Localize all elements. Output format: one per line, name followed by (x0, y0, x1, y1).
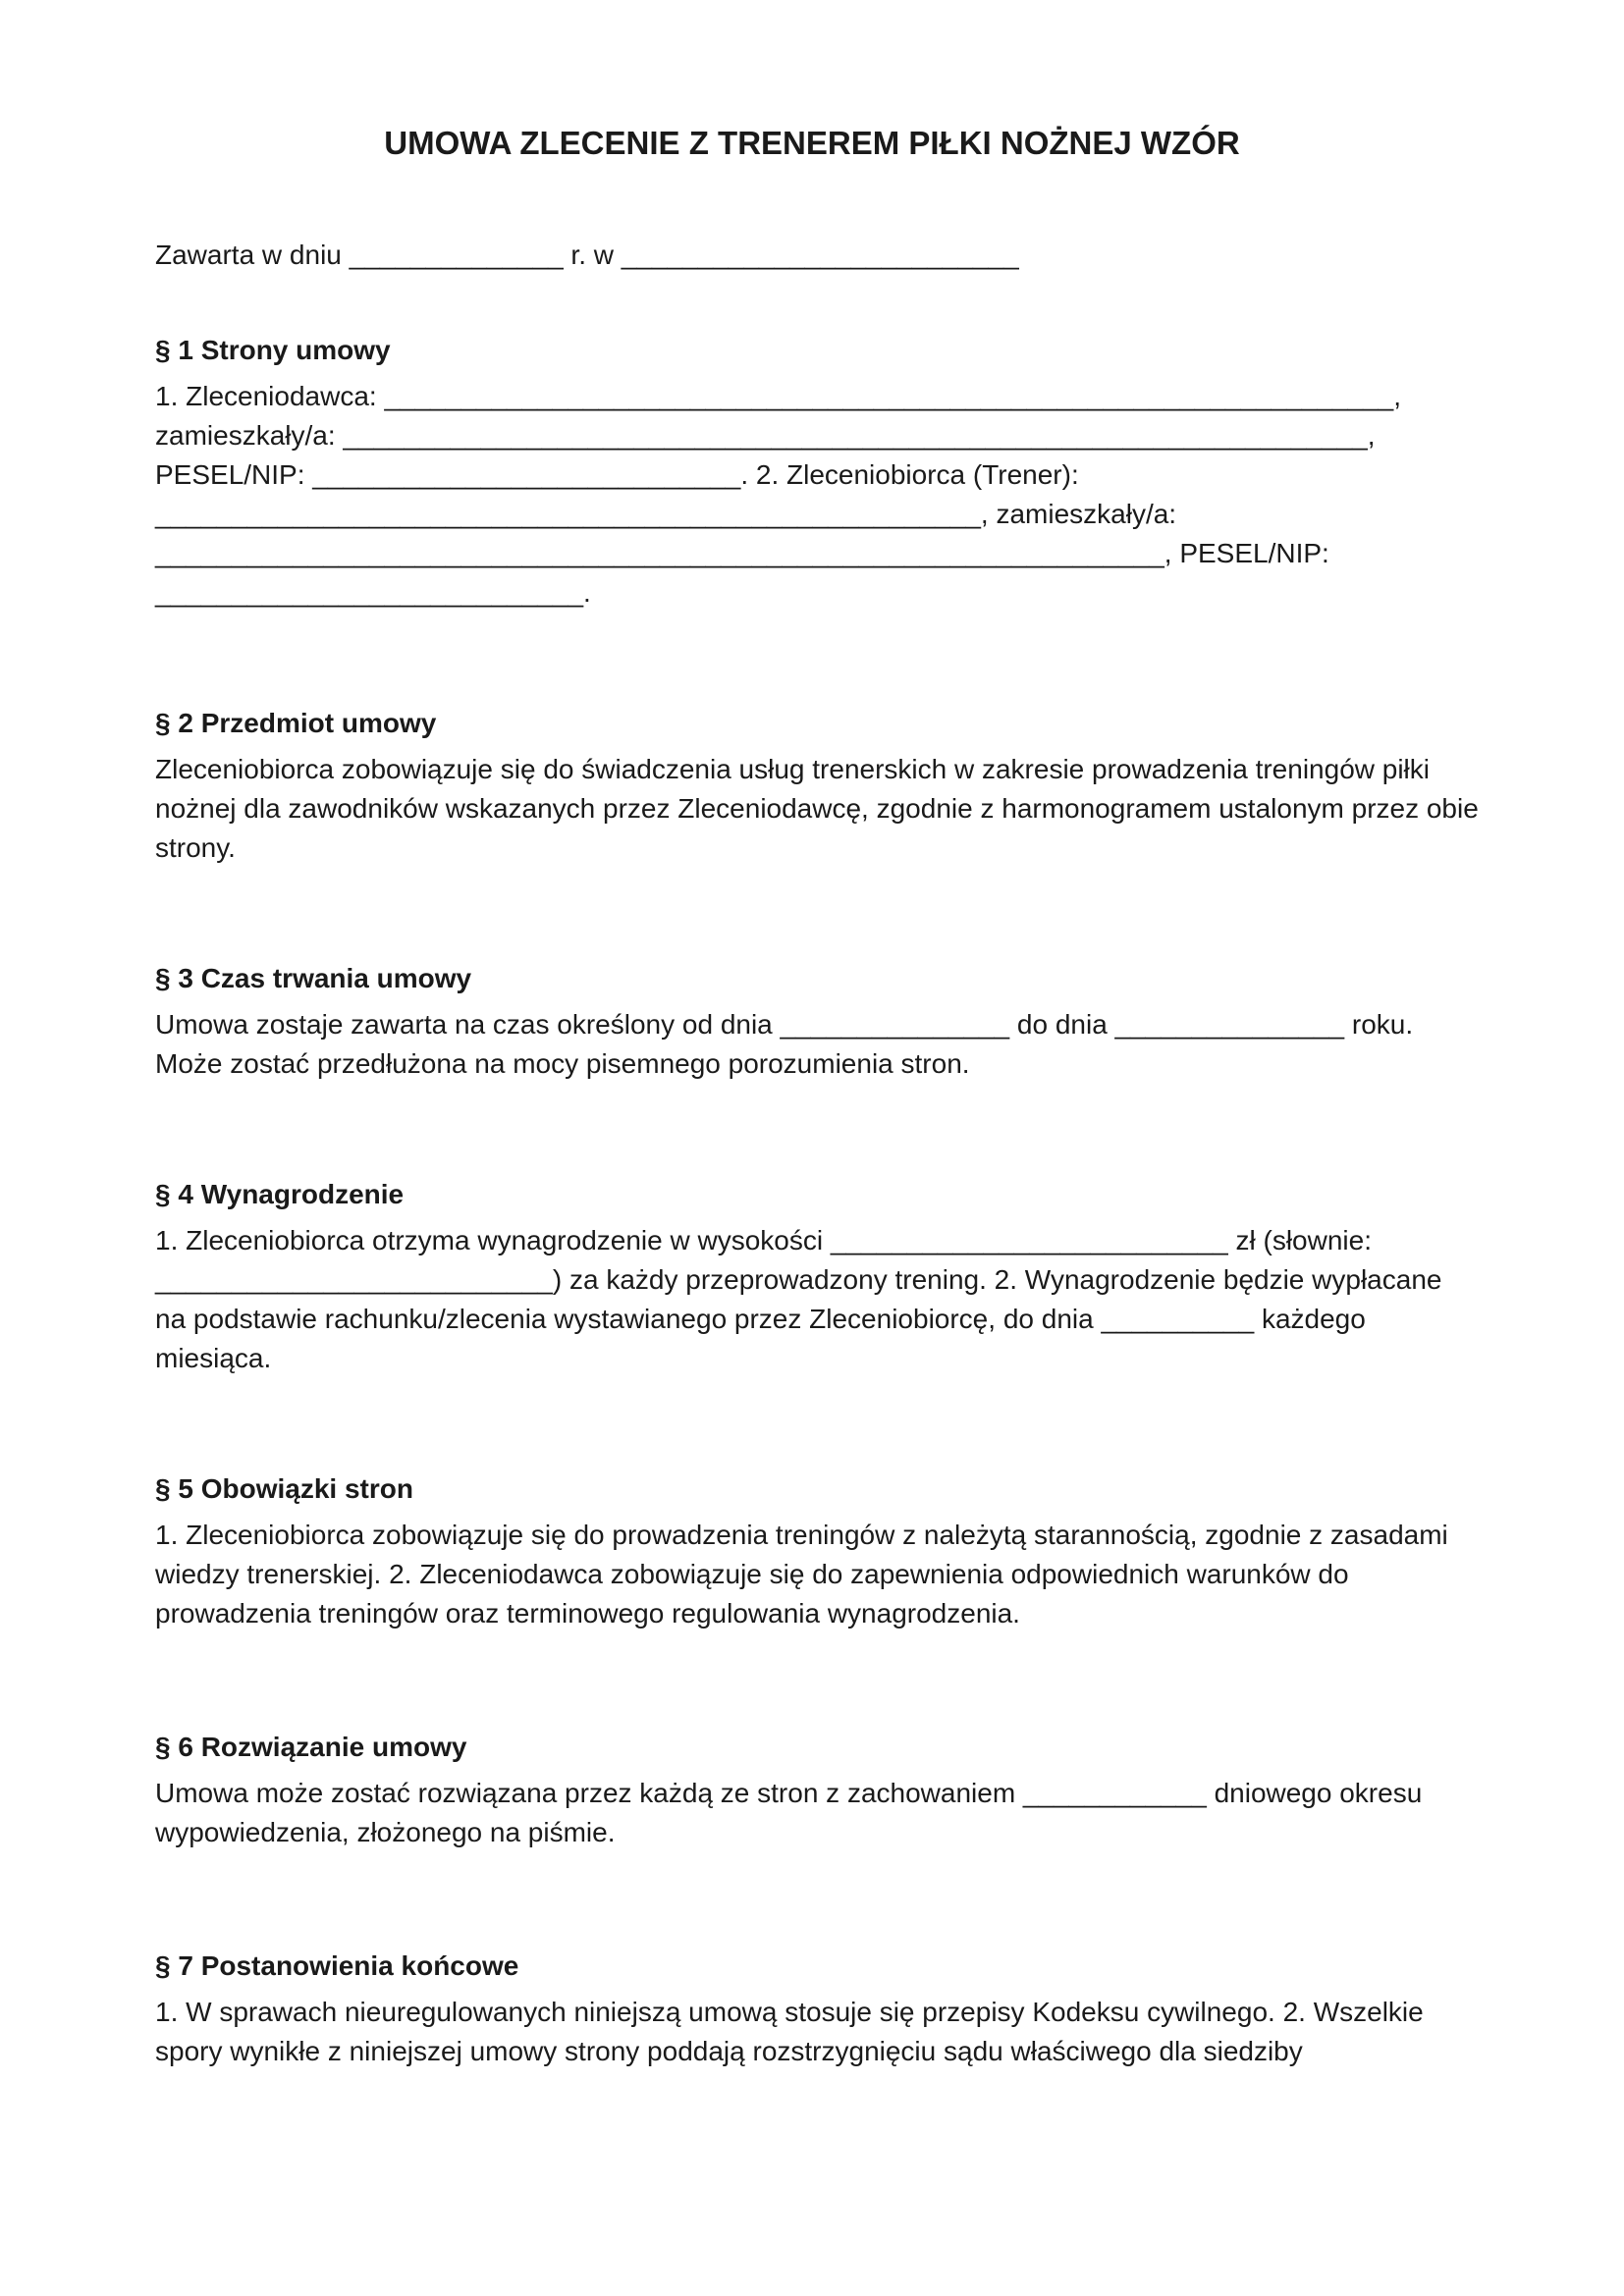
section-4-line-2: __________________________) za każdy przeprowadzony trening. 2. Wynagrodzenie będzie wypłacane (155, 1264, 1442, 1295)
section-5-line-2: wiedzy trenerskiej. 2. Zleceniodawca zobowiązuje się do zapewnienia odpowiednich warunków do (155, 1559, 1349, 1589)
section-1-line-6: ____________________________. (155, 577, 591, 608)
section-1-line-1: 1. Zleceniodawca: __________________________________________________________________, (155, 381, 1402, 411)
section-5-line-1: 1. Zleceniobiorca zobowiązuje się do prowadzenia treningów z należytą starannością, zgodnie z zasadami (155, 1520, 1448, 1550)
section-4-heading: § 4 Wynagrodzenie (155, 1179, 405, 1209)
section-1-line-2: zamieszkały/a: ___________________________________________________________________, (155, 420, 1376, 451)
section-4-line-1: 1. Zleceniobiorca otrzyma wynagrodzenie w wysokości __________________________ zł (słownie: (155, 1225, 1372, 1255)
section-4-line-3: na podstawie rachunku/zlecenia wystawianego przez Zleceniobiorcę, do dnia __________ każdego (155, 1304, 1366, 1334)
section-2-line-2: nożnej dla zawodników wskazanych przez Zleceniodawcę, zgodnie z harmonogramem ustalonym przez obie (155, 793, 1479, 824)
section-6-line-1: Umowa może zostać rozwiązana przez każdą ze stron z zachowaniem ____________ dniowego okresu (155, 1778, 1423, 1808)
section-3-line-2: Może zostać przedłużona na mocy pisemnego porozumienia stron. (155, 1048, 970, 1079)
section-6-line-2: wypowiedzenia, złożonego na piśmie. (155, 1817, 616, 1847)
intro-line: Zawarta w dniu ______________ r. w __________________________ (155, 240, 1019, 270)
section-3-heading: § 3 Czas trwania umowy (155, 963, 472, 993)
section-1-line-5: __________________________________________________________________, PESEL/NIP: (155, 538, 1329, 568)
section-2-line-3: strony. (155, 832, 236, 863)
section-7-line-2: spory wynikłe z niniejszej umowy strony poddają rozstrzygnięciu sądu właściwego dla siedziby (155, 2036, 1303, 2066)
section-5-line-3: prowadzenia treningów oraz terminowego regulowania wynagrodzenia. (155, 1598, 1020, 1629)
section-7-heading: § 7 Postanowienia końcowe (155, 1950, 519, 1981)
section-2-line-1: Zleceniobiorca zobowiązuje się do świadczenia usług trenerskich w zakresie prowadzenia treningów piłki (155, 754, 1430, 784)
document-title: UMOWA ZLECENIE Z TRENEREM PIŁKI NOŻNEJ WZÓR (384, 125, 1240, 161)
section-5-heading: § 5 Obowiązki stron (155, 1473, 413, 1504)
section-3-line-1: Umowa zostaje zawarta na czas określony od dnia _______________ do dnia _______________ roku. (155, 1009, 1414, 1040)
section-4-line-4: miesiąca. (155, 1343, 272, 1373)
section-7-line-1: 1. W sprawach nieuregulowanych niniejszą umową stosuje się przepisy Kodeksu cywilnego. 2. Wszelkie (155, 1997, 1424, 2027)
section-1-line-4: ______________________________________________________, zamieszkały/a: (155, 499, 1177, 529)
section-1-line-3: PESEL/NIP: ____________________________. 2. Zleceniobiorca (Trener): (155, 459, 1079, 490)
section-6-heading: § 6 Rozwiązanie umowy (155, 1732, 467, 1762)
section-2-heading: § 2 Przedmiot umowy (155, 708, 437, 738)
section-1-heading: § 1 Strony umowy (155, 335, 391, 365)
